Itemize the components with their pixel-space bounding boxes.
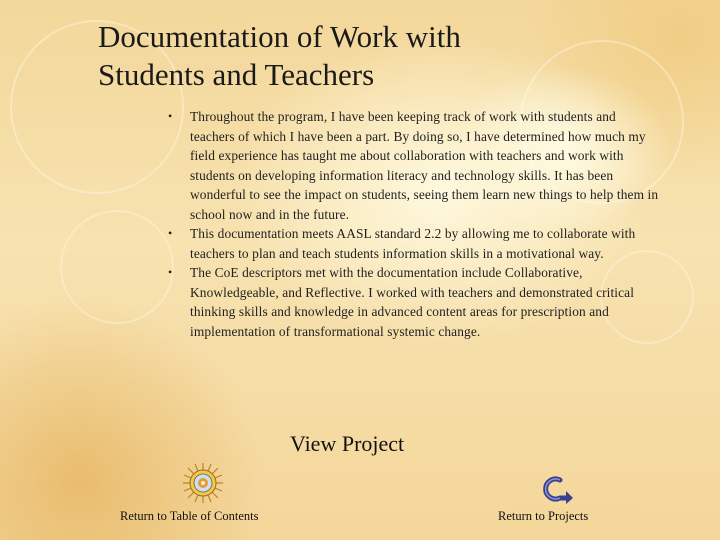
bullet-marker: • xyxy=(168,226,173,240)
bullet-marker: • xyxy=(168,265,173,279)
bullet-text: Throughout the program, I have been keeping track of work with students and teachers of which I have been a part. By doing so, I have determined how much my field experience has taught me about collaboration with teachers and work with students on developing information literacy and technology skills. It has been wonderful to see the impact on students, seeing them learn new things to help them in school now and in the future. xyxy=(190,109,659,222)
bullet-text: The CoE descriptors met with the documentation include Collaborative, Knowledgeable, and Reflective. I worked with teachers and demonstrated critical thinking skills and knowledge in advanced content areas for prescription and implementation of transformational systemic change. xyxy=(190,265,635,339)
bullet-item xyxy=(160,107,660,224)
return-to-projects-link[interactable]: Return to Projects xyxy=(498,509,589,523)
bullet-list xyxy=(160,107,660,341)
background-swirl xyxy=(60,210,174,324)
slide-title-line-2: Students and Teachers xyxy=(98,57,375,92)
compass-emblem-icon[interactable] xyxy=(182,462,224,504)
bullet-text: This documentation meets AASL standard 2.2 by allowing me to collaborate with teachers to plan and teach students information skills in a motivational way. xyxy=(190,226,636,261)
bullet-item xyxy=(160,224,660,263)
return-arrow-icon[interactable] xyxy=(538,474,574,504)
return-to-toc-link[interactable]: Return to Table of Contents xyxy=(120,509,259,523)
bullet-marker: • xyxy=(168,109,173,123)
bullet-item xyxy=(160,263,660,341)
slide-title xyxy=(98,18,658,94)
slide-title-line-1: Documentation of Work with xyxy=(98,19,461,54)
view-project-link[interactable]: View Project xyxy=(290,431,405,456)
